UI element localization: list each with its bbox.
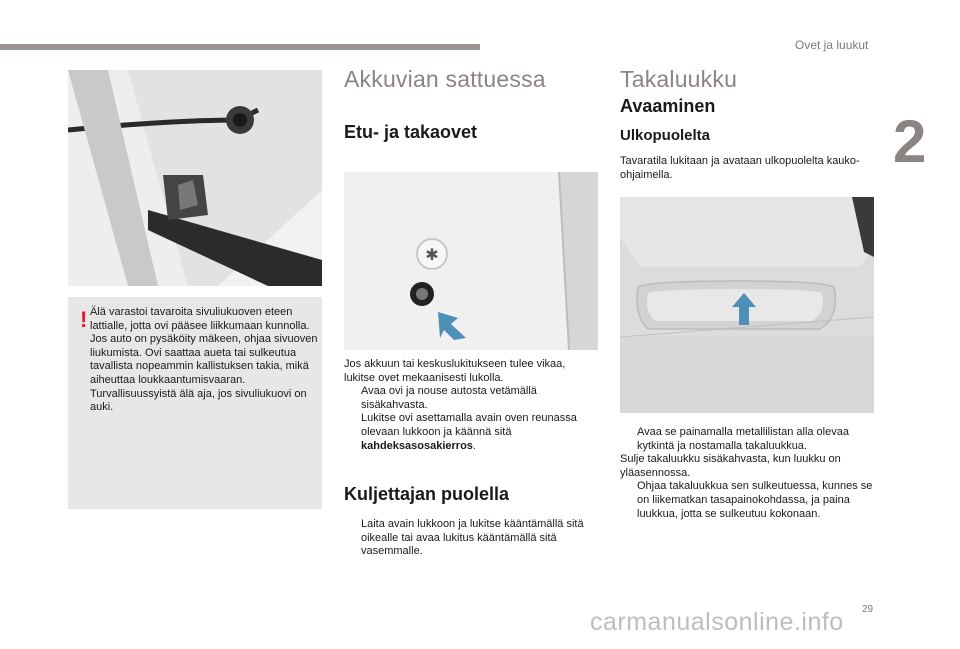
heading-driver-side: Kuljettajan puolella <box>344 484 510 504</box>
instruction-text: Avaa se painamalla metallilistan alla olevaa kytkintä ja nostamalla takaluukkua. <box>637 426 849 452</box>
instruction-item <box>620 426 874 453</box>
instruction-text: Laita avain lukkoon ja lukitse kääntämällä sitä oikealle tai avaa lukitus kääntämällä sitä vasemmalle. <box>361 518 584 558</box>
chapter-number: 2 <box>893 108 927 175</box>
door-lock-photo <box>344 172 598 350</box>
heading-from-outside: Ulkopuolelta <box>620 127 711 144</box>
tailgate-text <box>620 426 874 521</box>
close-text: Sulje takaluukku sisäkahvasta, kun luukku on yläasennossa. <box>620 453 841 479</box>
heading-tailgate: Takaluukku <box>620 66 738 92</box>
watermark: carmanualsonline.info <box>590 608 844 636</box>
page-number: 29 <box>862 604 874 615</box>
heading-battery-failure: Akkuvian sattuessa <box>344 66 546 92</box>
instruction-text: Ohjaa takaluukkua sen sulkeutuessa, kunnes se on liikematkan tasapainokohdassa, ja paina luukkua, jotta se sulkeutuu kokonaan. <box>637 480 873 520</box>
warning-line: Jos auto on pysäköity mäkeen, ohjaa sivuoven liukumista. Ovi saattaa aueta tai sulkeutua tavallista nopeammin kallistuksen takia, mikä aiheuttaa loukkaantumisvaaran. <box>90 333 318 386</box>
instruction-item <box>344 518 602 559</box>
section1-text <box>344 358 598 453</box>
warning-icon: ! <box>80 307 88 332</box>
section2-text <box>344 518 602 559</box>
sliding-door-photo <box>68 70 322 286</box>
instruction-text: Avaa ovi ja nouse autosta vetämällä sisäkahvasta. <box>361 385 537 411</box>
intro-text: Jos akkuun tai keskuslukitukseen tulee vikaa, lukitse ovet mekaanisesti lukolla. <box>344 358 566 384</box>
header-bar <box>0 44 480 50</box>
tailgate-photo <box>620 197 874 413</box>
warning-line: Turvallisuussyistä älä aja, jos sivuliukuovi on auki. <box>90 387 307 414</box>
intro-text: Tavaratila lukitaan ja avataan ulkopuolelta kauko-ohjaimella. <box>620 155 860 181</box>
warning-box <box>68 297 322 509</box>
svg-text:✱: ✱ <box>425 245 439 264</box>
section-title: Ovet ja luukut <box>795 38 869 52</box>
warning-text <box>90 306 318 415</box>
instruction-item <box>620 480 874 521</box>
instruction-item <box>344 412 598 453</box>
instruction-item <box>344 385 598 412</box>
heading-opening: Avaaminen <box>620 96 716 116</box>
warning-line: Älä varastoi tavaroita sivuliukuoven eteen lattialle, jotta ovi pääsee liikkumaan kunnolla. <box>90 306 310 332</box>
heading-front-rear-doors: Etu- ja takaovet <box>344 122 478 142</box>
tailgate-intro <box>620 155 874 182</box>
instruction-emphasis: kahdeksasosakierros <box>361 439 473 452</box>
instruction-text-end: . <box>472 439 476 452</box>
instruction-text: Lukitse ovi asettamalla avain oven reunassa olevaan lukkoon ja käännä sitä <box>361 412 577 438</box>
